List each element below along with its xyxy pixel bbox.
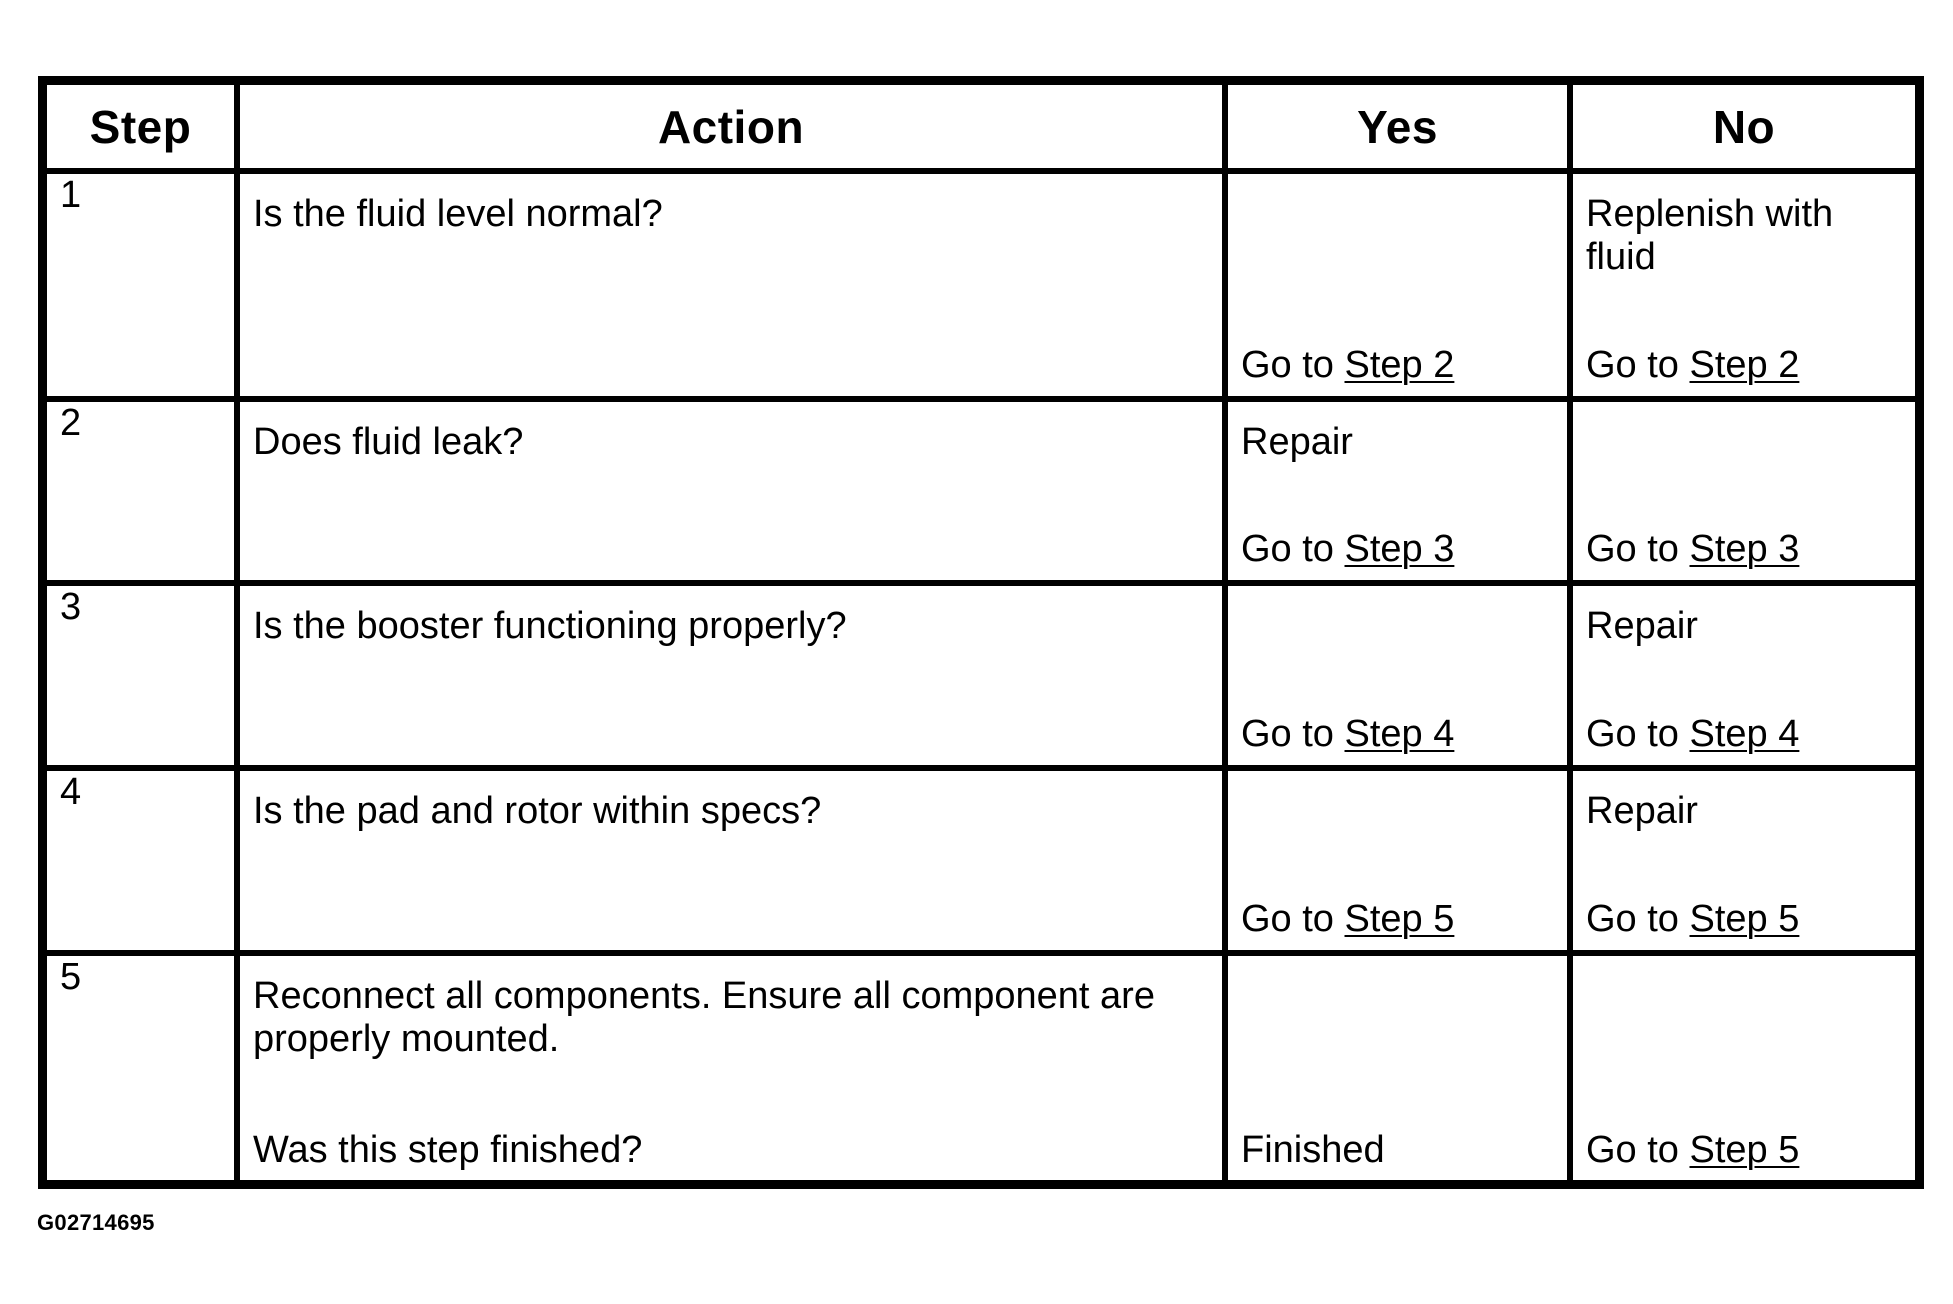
step-number: 5 bbox=[60, 956, 82, 998]
goto-prefix: Go to bbox=[1586, 898, 1690, 940]
action-question: Was this step finished? bbox=[253, 1129, 643, 1171]
step-link[interactable]: Step 5 bbox=[1344, 898, 1455, 940]
yes-cell bbox=[1225, 953, 1570, 1181]
step-cell bbox=[47, 768, 237, 953]
no-goto bbox=[1586, 528, 1907, 571]
goto-prefix: Go to bbox=[1241, 898, 1345, 940]
yes-goto bbox=[1241, 898, 1559, 941]
step-number: 4 bbox=[60, 771, 82, 813]
table-row bbox=[47, 768, 1915, 953]
goto-prefix: Go to bbox=[1586, 713, 1690, 755]
step-cell bbox=[47, 399, 237, 583]
header-yes: Yes bbox=[1225, 85, 1570, 171]
no-cell bbox=[1570, 583, 1915, 768]
step-link[interactable]: Step 5 bbox=[1689, 1129, 1800, 1171]
step-link[interactable]: Step 4 bbox=[1689, 713, 1800, 755]
step-link[interactable]: Step 2 bbox=[1344, 344, 1455, 386]
diagnostic-table bbox=[47, 85, 1915, 1181]
step-link[interactable]: Step 3 bbox=[1344, 528, 1455, 570]
no-goto bbox=[1586, 344, 1907, 387]
yes-goto bbox=[1241, 528, 1559, 571]
yes-cell bbox=[1225, 171, 1570, 399]
diagnostic-table-frame bbox=[38, 76, 1924, 1189]
table-row bbox=[47, 399, 1915, 583]
no-cell bbox=[1570, 768, 1915, 953]
yes-result: Finished bbox=[1241, 1129, 1385, 1171]
no-cell bbox=[1570, 171, 1915, 399]
action-text: Reconnect all components. Ensure all component are properly mounted. bbox=[253, 975, 1155, 1060]
no-note: Repair bbox=[1586, 790, 1698, 832]
no-cell bbox=[1570, 399, 1915, 583]
header-row bbox=[47, 85, 1915, 171]
no-note: Replenish with fluid bbox=[1586, 193, 1834, 278]
action-cell bbox=[237, 953, 1225, 1181]
yes-note: Repair bbox=[1241, 421, 1353, 463]
no-goto bbox=[1586, 1129, 1907, 1172]
table-row bbox=[47, 583, 1915, 768]
action-cell bbox=[237, 768, 1225, 953]
action-text: Is the fluid level normal? bbox=[253, 193, 663, 235]
table-row bbox=[47, 171, 1915, 399]
header-action: Action bbox=[237, 85, 1225, 171]
step-number: 3 bbox=[60, 586, 82, 628]
goto-prefix: Go to bbox=[1586, 344, 1690, 386]
action-text: Does fluid leak? bbox=[253, 421, 524, 463]
yes-goto bbox=[1241, 344, 1559, 387]
goto-prefix: Go to bbox=[1241, 713, 1345, 755]
yes-cell bbox=[1225, 768, 1570, 953]
action-cell bbox=[237, 171, 1225, 399]
action-text: Is the pad and rotor within specs? bbox=[253, 790, 822, 832]
action-text: Is the booster functioning properly? bbox=[253, 605, 847, 647]
table-row bbox=[47, 953, 1915, 1181]
header-no: No bbox=[1570, 85, 1915, 171]
step-number: 2 bbox=[60, 402, 82, 444]
step-cell bbox=[47, 953, 237, 1181]
goto-prefix: Go to bbox=[1586, 1129, 1690, 1171]
step-cell bbox=[47, 171, 237, 399]
goto-prefix: Go to bbox=[1586, 528, 1690, 570]
step-cell bbox=[47, 583, 237, 768]
no-goto bbox=[1586, 713, 1907, 756]
goto-prefix: Go to bbox=[1241, 528, 1345, 570]
action-cell bbox=[237, 583, 1225, 768]
goto-prefix: Go to bbox=[1241, 344, 1345, 386]
header-step: Step bbox=[47, 85, 237, 171]
step-number: 1 bbox=[60, 174, 82, 216]
yes-cell bbox=[1225, 583, 1570, 768]
yes-cell bbox=[1225, 399, 1570, 583]
step-link[interactable]: Step 3 bbox=[1689, 528, 1800, 570]
yes-goto bbox=[1241, 713, 1559, 756]
step-link[interactable]: Step 4 bbox=[1344, 713, 1455, 755]
no-goto bbox=[1586, 898, 1907, 941]
action-cell bbox=[237, 399, 1225, 583]
step-link[interactable]: Step 2 bbox=[1689, 344, 1800, 386]
step-link[interactable]: Step 5 bbox=[1689, 898, 1800, 940]
no-cell bbox=[1570, 953, 1915, 1181]
no-note: Repair bbox=[1586, 605, 1698, 647]
figure-id: G02714695 bbox=[37, 1210, 155, 1235]
